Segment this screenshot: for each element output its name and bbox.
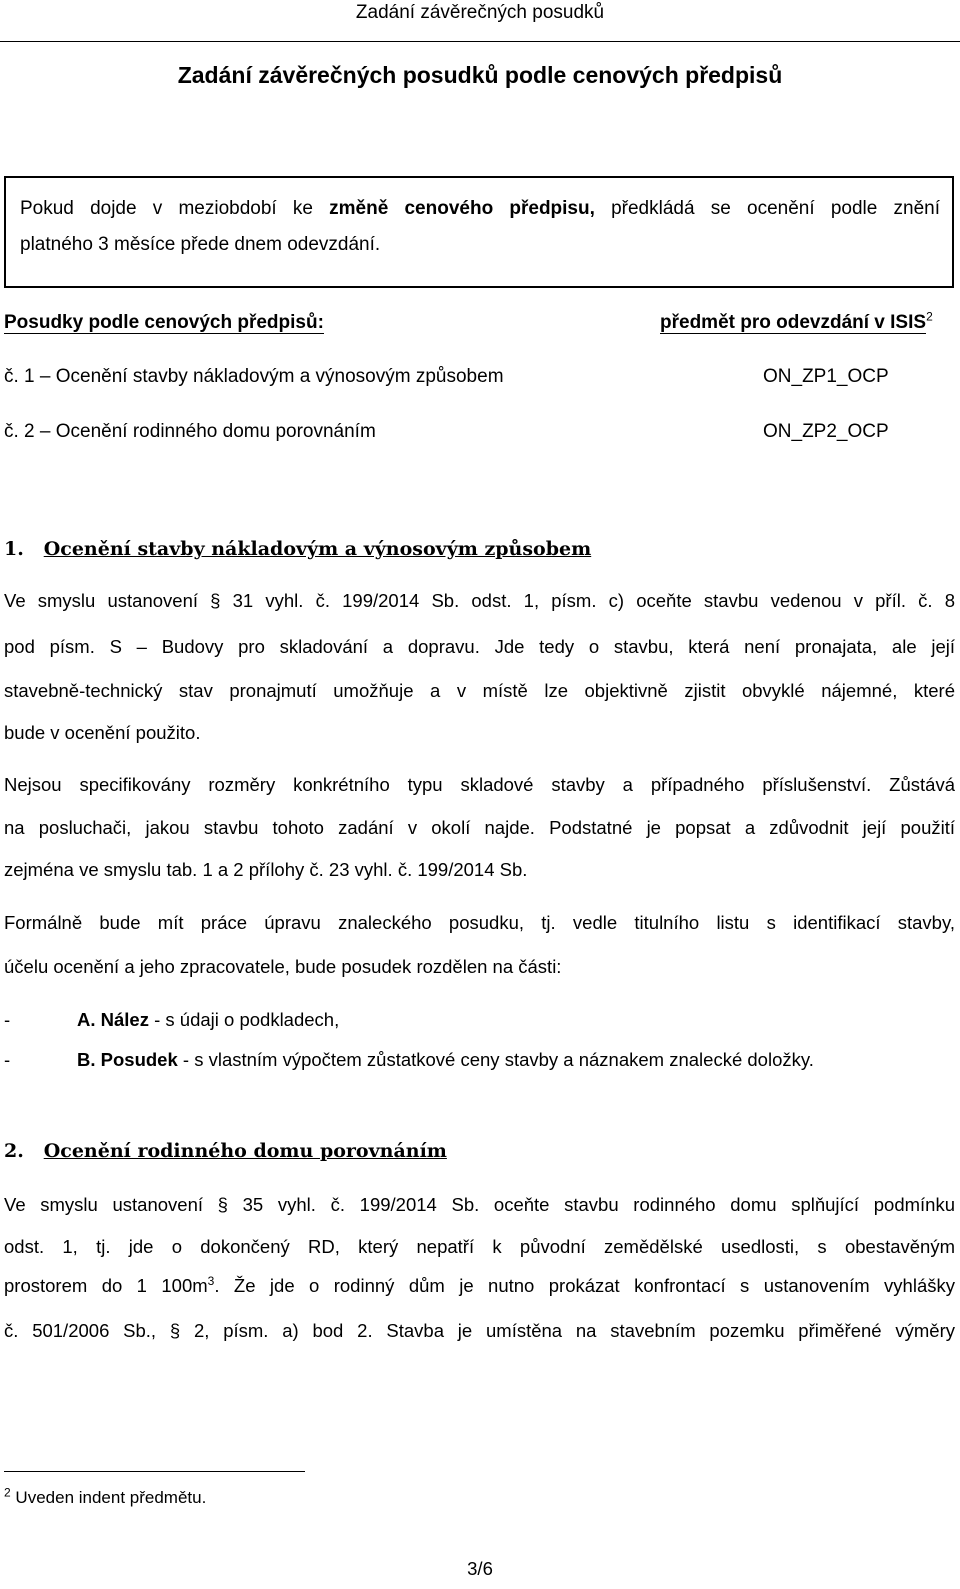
section-2-line-2: odst. 1, tj. jde o dokončený RD, který nepatří k původní zemědělské usedlosti, s obestavěným [4, 1236, 955, 1257]
header-divider [0, 41, 960, 42]
table-row-2-code: ON_ZP2_OCP [763, 421, 889, 442]
section-1-p2-line-2: na posluchači, jakou stavbu tohoto zadání v okolí najde. Podstatné je popsat a zdůvodnit její použití [4, 817, 955, 838]
section-1-p1-line-3: stavebně-technický stav pronajmutí umožňuje a v místě lze objektivně zjistit obvyklé nájemné, které [4, 680, 955, 701]
list-item-text: A. Nález - s údaji o podkladech, [77, 1009, 340, 1030]
section-1-p1-line-1: Ve smyslu ustanovení § 31 vyhl. č. 199/2014 Sb. odst. 1, písm. c) oceňte stavbu vedenou v příl. č. 8 [4, 590, 955, 611]
section-1-p3-line-1: Formálně bude mít práce úpravu znaleckého posudku, tj. vedle titulního listu s identifikací stavby, [4, 912, 955, 933]
notice-line-2: platného 3 měsíce přede dnem odevzdání. [20, 234, 381, 255]
section-2-line-3: prostorem do 1 $100m^3$. Že jde o rodinný dům je nutno prokázat konfrontací s ustanovením vyhlášky [4, 1275, 955, 1296]
footnote: $^2$ Uveden indent předmětu. [4, 1485, 207, 1507]
section-2-heading: 2. Ocenění rodinného domu porovnáním [4, 1140, 447, 1162]
table-left-header: Posudky podle cenových předpisů: [4, 312, 324, 333]
section-1-p2-line-3: zejména ve smyslu tab. 1 a 2 přílohy č. 23 vyhl. č. 199/2014 Sb. [4, 859, 528, 880]
table-row-1-code: ON_ZP1_OCP [763, 366, 889, 387]
table-row-2-label: č. 2 – Ocenění rodinného domu porovnáním [4, 421, 376, 442]
section-1-p2-line-1: Nejsou specifikovány rozměry konkrétního typu skladové stavby a případného příslušenství. Zůstává [4, 774, 955, 795]
table-row-1-label: č. 1 – Ocenění stavby nákladovým a výnosovým způsobem [4, 366, 504, 387]
section-1-p1-line-2: pod písm. S – Budovy pro skladování a dopravu. Jde tedy o stavbu, která není pronajata, ale její [4, 636, 955, 657]
table-right-header: předmět pro odevzdání v ISIS$^2$ [660, 309, 933, 333]
list-item: - [4, 1049, 11, 1070]
section-1-p1-line-4: bude v ocenění použito. [4, 722, 201, 743]
footnote-divider [4, 1471, 305, 1472]
section-2-line-1: Ve smyslu ustanovení § 35 vyhl. č. 199/2014 Sb. oceňte stavbu rodinného domu splňující podmínku [4, 1194, 955, 1215]
page-number: 3/6 [467, 1558, 493, 1579]
notice-box [4, 176, 954, 288]
list-item: - [4, 1009, 11, 1030]
running-header: Zadání závěrečných posudků [355, 2, 605, 23]
section-2-line-4: č. 501/2006 Sb., § 2, písm. a) bod 2. Stavba je umístěna na stavebním pozemku přiměřené výměry [4, 1320, 955, 1341]
list-item-text: B. Posudek - s vlastním výpočtem zůstatkové ceny stavby a náznakem znalecké doložky. [77, 1049, 814, 1070]
section-1-p3-line-2: účelu ocenění a jeho zpracovatele, bude posudek rozdělen na části: [4, 956, 562, 977]
section-1-heading: 1. Ocenění stavby nákladovým a výnosovým způsobem [4, 538, 592, 560]
notice-line-1: Pokud dojde v meziobdobí ke změně cenového předpisu, předkládá se ocenění podle znění [20, 198, 940, 219]
page-title: Zadání závěrečných posudků podle cenových předpisů [177, 62, 783, 88]
